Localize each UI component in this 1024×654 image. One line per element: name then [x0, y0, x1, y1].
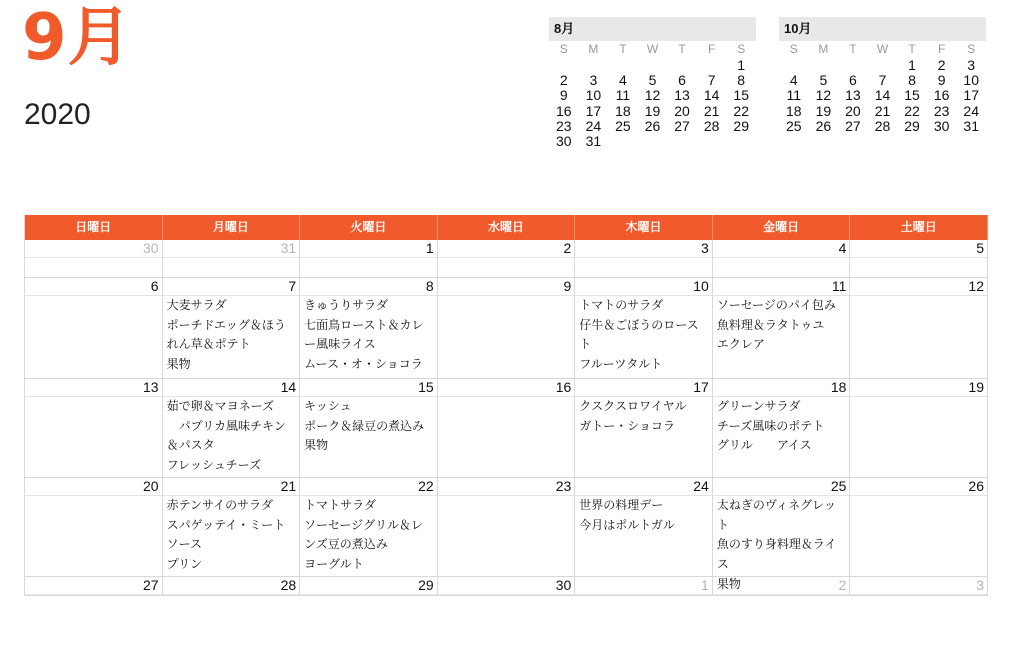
calendar-weeks [25, 240, 988, 596]
mini-day [697, 58, 727, 73]
mini-day: 28 [703, 117, 720, 134]
mini-weekday-label: W [646, 42, 659, 56]
mini-calendar-october [779, 17, 986, 134]
mini-weekday-label: W [876, 42, 889, 56]
day-number: 7 [163, 278, 300, 296]
menu-item: 世界の料理デー [579, 498, 664, 512]
day-cell[interactable] [163, 577, 301, 595]
day-cell[interactable] [300, 240, 438, 277]
mini-day: 27 [674, 117, 690, 134]
day-number: 11 [713, 278, 850, 296]
day-number: 2 [713, 577, 850, 595]
day-number: 10 [575, 278, 712, 296]
weekday-label: 日曜日 [25, 215, 163, 240]
day-cell[interactable] [850, 240, 988, 277]
mini-day: 17 [585, 102, 602, 119]
weekday-label: 木曜日 [575, 215, 713, 240]
day-cell[interactable] [25, 240, 163, 277]
mini-day: 30 [933, 117, 950, 134]
mini-day: 13 [674, 87, 690, 104]
day-cell[interactable] [575, 577, 713, 595]
mini-day: 19 [644, 102, 661, 119]
mini-day: 16 [555, 102, 572, 119]
day-number: 23 [438, 478, 575, 496]
menu-item: 大麦サラダ [166, 298, 227, 312]
mini-day: 22 [904, 102, 920, 119]
day-number: 2 [438, 240, 575, 258]
mini-weekday-label: M [588, 42, 599, 56]
day-number: 26 [850, 478, 987, 496]
day-number: 17 [575, 379, 712, 397]
mini-weekday-label: T [849, 42, 857, 56]
menu-item: 果物 [166, 357, 191, 372]
menu-item: 果物 [304, 438, 329, 453]
day-number: 9 [438, 278, 575, 296]
day-number: 22 [300, 478, 437, 496]
mini-day: 29 [733, 117, 749, 134]
menu-item: キッシュ [304, 399, 352, 413]
mini-day: 3 [967, 57, 976, 73]
mini-day: 29 [904, 117, 920, 134]
mini-day: 15 [733, 87, 749, 104]
mini-day: 31 [963, 117, 979, 134]
day-number: 15 [300, 379, 437, 397]
mini-weekday-label: S [789, 42, 798, 56]
mini-weekday-label: F [707, 42, 716, 56]
day-cell[interactable] [575, 240, 713, 277]
mini-day: 24 [963, 102, 979, 119]
mini-day: 26 [644, 117, 661, 134]
day-number: 30 [438, 577, 575, 595]
day-cell[interactable] [713, 240, 851, 277]
mini-day: 17 [963, 87, 979, 104]
mini-day: 21 [874, 102, 891, 119]
menu-item: 果物 [716, 576, 741, 591]
mini-day: 5 [648, 72, 657, 89]
mini-day: 12 [644, 87, 661, 104]
day-number: 14 [163, 379, 300, 397]
day-cell[interactable] [713, 379, 851, 477]
day-cell[interactable] [850, 379, 988, 477]
day-cell[interactable] [575, 379, 713, 477]
mini-day: 23 [555, 117, 572, 134]
mini-day: 25 [615, 117, 631, 134]
day-number: 28 [163, 577, 300, 595]
mini-day: 19 [815, 102, 832, 119]
menu-item: ムース・オ・ショコラ [304, 357, 423, 372]
mini-day: 7 [878, 72, 887, 89]
weekday-label: 月曜日 [163, 215, 301, 240]
menu-item: グリル アイス [716, 438, 812, 453]
mini-day [697, 134, 727, 149]
mini-day: 6 [849, 72, 857, 89]
day-number: 4 [713, 240, 850, 258]
mini-day: 21 [703, 102, 720, 119]
mini-day: 9 [937, 72, 946, 89]
mini-weekday-label: S [559, 42, 568, 56]
mini-day: 5 [819, 72, 828, 89]
mini-day: 14 [874, 87, 891, 104]
day-cell[interactable] [438, 577, 576, 595]
mini-day: 6 [678, 72, 686, 89]
menu-item: エクレア [716, 337, 765, 352]
day-cell[interactable] [713, 577, 851, 595]
mini-day: 31 [585, 132, 602, 149]
day-cell[interactable] [850, 278, 988, 378]
mini-day [838, 58, 868, 73]
day-number: 3 [850, 577, 987, 595]
mini-day [726, 134, 756, 149]
menu-item: 仔牛＆ごぼうのロースト [579, 317, 699, 352]
day-number: 20 [25, 478, 162, 496]
menu-item: グリーンサラダ [716, 399, 801, 413]
mini-weekday-label: S [737, 42, 746, 56]
day-number: 24 [575, 478, 712, 496]
month-calendar [24, 215, 988, 596]
menu-item: フルーツタルト [579, 357, 663, 372]
mini-day: 4 [619, 72, 627, 89]
menu-item: チーズ風味のポテト [716, 418, 825, 433]
mini-day: 18 [785, 102, 802, 119]
menu-item: トマトのサラダ [579, 298, 664, 312]
mini-day: 2 [937, 57, 946, 73]
day-cell[interactable] [163, 278, 301, 378]
weekday-label: 水曜日 [438, 215, 576, 240]
week-row [25, 379, 988, 478]
mini-calendar-title: 8月 [549, 17, 756, 41]
mini-day [638, 58, 668, 73]
mini-day [608, 134, 638, 149]
menu-item: ヨーグルト [304, 557, 364, 572]
mini-day [608, 58, 638, 73]
weekday-label: 火曜日 [300, 215, 438, 240]
mini-day: 22 [733, 102, 749, 119]
mini-day [667, 134, 697, 149]
day-number: 31 [163, 240, 300, 258]
mini-day: 18 [615, 102, 631, 119]
menu-item: ガトー・ショコラ [579, 418, 676, 433]
day-number: 16 [438, 379, 575, 397]
mini-day: 3 [589, 72, 598, 89]
day-number: 30 [25, 240, 162, 258]
mini-day: 28 [874, 117, 891, 134]
day-number: 21 [163, 478, 300, 496]
menu-item: パプリカ風味チキン＆パスタ [166, 418, 286, 453]
mini-day: 20 [674, 102, 690, 119]
mini-day: 30 [555, 132, 572, 149]
week-row [25, 577, 988, 596]
day-cell[interactable] [300, 379, 438, 477]
mini-day: 11 [786, 87, 802, 104]
mini-weekday-label: M [818, 42, 829, 56]
mini-calendar-grid [549, 41, 756, 149]
day-cell[interactable] [438, 240, 576, 277]
day-number: 27 [25, 577, 162, 595]
day-number: 25 [713, 478, 850, 496]
menu-item: トマトサラダ [304, 498, 377, 512]
menu-item: 魚料理＆ラタトゥユ [716, 317, 825, 332]
day-number: 13 [25, 379, 162, 397]
mini-day [809, 58, 839, 73]
mini-day: 26 [815, 117, 832, 134]
mini-day: 10 [963, 72, 979, 89]
mini-weekday-label: T [678, 42, 686, 56]
menu-item: 今月はポルトガル [579, 517, 675, 532]
mini-day: 10 [585, 87, 602, 104]
menu-item: ポーチドエッグ＆ほうれん草＆ポテト [166, 317, 286, 352]
day-cell[interactable] [438, 278, 576, 378]
mini-day: 11 [615, 87, 631, 104]
mini-day: 24 [585, 117, 602, 134]
mini-day [667, 58, 697, 73]
mini-day: 27 [845, 117, 861, 134]
day-number: 8 [300, 278, 437, 296]
day-cell[interactable] [575, 278, 713, 378]
mini-day: 25 [785, 117, 802, 134]
day-cell[interactable] [713, 278, 851, 378]
day-cell[interactable] [300, 278, 438, 378]
mini-day [549, 58, 579, 73]
week-row [25, 278, 988, 379]
day-number: 18 [713, 379, 850, 397]
mini-day [579, 58, 609, 73]
day-number: 12 [850, 278, 987, 296]
mini-day: 12 [815, 87, 832, 104]
weekday-header [25, 215, 988, 240]
mini-day [868, 58, 898, 73]
day-number: 19 [850, 379, 987, 397]
mini-day: 1 [737, 57, 746, 73]
mini-day: 7 [707, 72, 716, 89]
day-cell[interactable] [163, 240, 301, 277]
mini-weekday-label: T [908, 42, 916, 56]
day-cell[interactable] [438, 379, 576, 477]
day-cell[interactable] [850, 577, 988, 595]
menu-item: きゅうりサラダ [304, 298, 389, 312]
mini-calendar-august [549, 17, 756, 149]
day-number: 5 [850, 240, 987, 258]
mini-day [779, 58, 809, 73]
day-cell[interactable] [25, 379, 163, 477]
mini-day: 1 [908, 57, 916, 73]
year-label: 2020 [24, 98, 91, 131]
mini-day: 8 [737, 72, 746, 89]
mini-day: 16 [933, 87, 950, 104]
mini-day: 23 [933, 102, 950, 119]
day-number: 1 [300, 240, 437, 258]
day-cell[interactable] [300, 577, 438, 595]
weekday-label: 金曜日 [713, 215, 851, 240]
menu-item: プリン [166, 557, 203, 572]
month-title: 9月 [22, 1, 133, 75]
mini-calendar-title: 10月 [779, 17, 986, 41]
menu-item: 太ねぎのヴィネグレット [716, 498, 837, 532]
menu-item: ソーセージグリル＆レンズ豆の煮込み [304, 517, 423, 552]
day-number: 29 [300, 577, 437, 595]
menu-item: 茹で卵＆マヨネーズ [166, 399, 274, 413]
mini-day: 20 [845, 102, 861, 119]
day-number: 6 [25, 278, 162, 296]
mini-day: 2 [559, 72, 568, 89]
menu-item: ソーセージのパイ包み [716, 298, 836, 312]
mini-calendar-grid [779, 41, 986, 134]
mini-day: 13 [845, 87, 861, 104]
week-row [25, 240, 988, 278]
weekday-label: 土曜日 [850, 215, 988, 240]
mini-day: 8 [908, 72, 916, 89]
menu-item: クスクスロワイヤル [579, 399, 687, 413]
menu-item: ポーク＆緑豆の煮込み [304, 418, 425, 433]
mini-day: 14 [703, 87, 720, 104]
mini-weekday-label: S [967, 42, 976, 56]
mini-weekday-label: T [619, 42, 627, 56]
mini-day: 15 [904, 87, 920, 104]
day-number: 1 [575, 577, 712, 595]
day-number: 3 [575, 240, 712, 258]
menu-item: 七面鳥ロースト＆カレー風味ライス [304, 317, 424, 352]
mini-day: 4 [789, 72, 798, 89]
mini-day [638, 134, 668, 149]
day-cell[interactable] [25, 278, 163, 378]
menu-item: スパゲッテイ・ミートソース [166, 517, 286, 552]
mini-day: 9 [559, 87, 568, 104]
day-cell[interactable] [163, 379, 301, 477]
mini-weekday-label: F [937, 42, 946, 56]
menu-item: 魚のすり身料理＆ライス [716, 537, 837, 572]
menu-item: フレッシュチーズ [166, 458, 262, 473]
menu-item: 赤テンサイのサラダ [166, 498, 274, 512]
day-cell[interactable] [25, 577, 163, 595]
